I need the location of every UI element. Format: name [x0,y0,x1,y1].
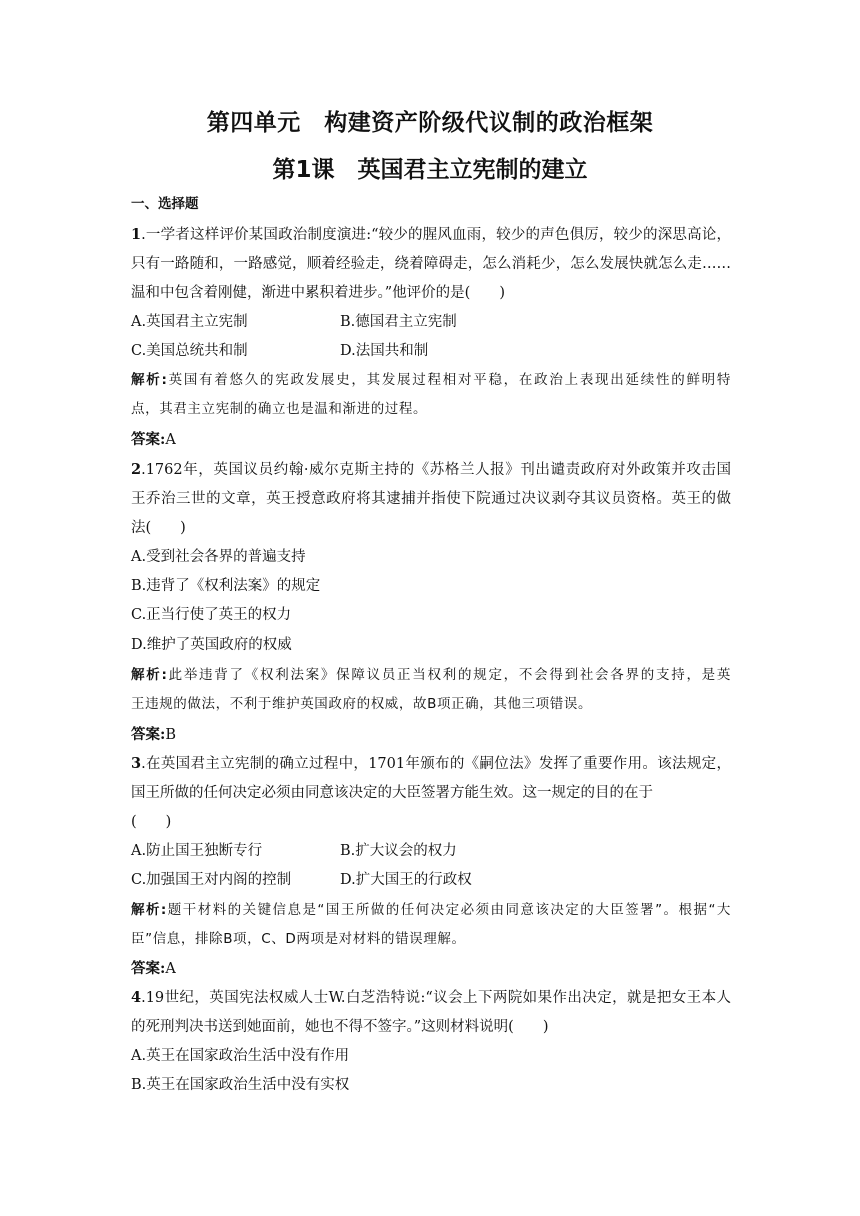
q1-option-d: D.法国共和制 [340,343,429,359]
q1-option-b: B.德国君主立宪制 [340,314,457,330]
q2-option-a: A.受到社会各界的普遍支持 [131,549,306,565]
q2-option-c: C.正当行使了英王的权力 [131,607,292,623]
q2-explanation-line-2: 王违规的做法，不利于维护英国政府的权威，故B项正确，其他三项错误。 [131,696,593,712]
lesson-title: 第1课 英国君主立宪制的建立 [272,157,588,183]
q1-stem-line-3: 温和中包含着刚健，渐进中累积着进步。”他评价的是( ) [131,285,505,301]
q3-option-a: A.防止国王独断专行 [131,843,263,859]
q4-stem-line-2: 的死刑判决书送到她面前，她也不得不签字。”这则材料说明( ) [131,1019,549,1035]
q4-option-b: B.英王在国家政治生活中没有实权 [131,1077,350,1093]
q4-stem-line-1: 4.19世纪，英国宪法权威人士W.白芝浩特说:“议会上下两院如果作出决定，就是把女王本人 [131,989,731,1006]
q2-stem-line-1: 2.1762年，英国议员约翰·威尔克斯主持的《苏格兰人报》刊出谴责政府对外政策并攻击国 [131,461,731,478]
q3-option-d: D.扩大国王的行政权 [340,872,472,888]
q2-option-d: D.维护了英国政府的权威 [131,637,292,653]
q2-stem-line-3: 法( ) [131,520,186,536]
q3-explanation-line-2: 臣”信息，排除B项，C、D两项是对材料的错误理解。 [131,931,466,947]
q3-stem-line-1: 3.在英国君主立宪制的确立过程中，1701年颁布的《嗣位法》发挥了重要作用。该法规定， [131,755,731,772]
section-heading: 一、选择题 [131,196,199,212]
q3-answer: 答案:A [131,960,176,977]
q1-option-a: A.英国君主立宪制 [131,314,248,330]
q3-stem-line-2: 国王所做的任何决定必须由同意该决定的大臣签署方能生效。这一规定的目的在于 [131,785,653,801]
q2-stem-line-2: 王乔治三世的文章，英王授意政府将其逮捕并指使下院通过决议剥夺其议员资格。英王的做 [131,491,731,507]
q3-explanation-line-1: 解析:题干材料的关键信息是“国王所做的任何决定必须由同意该决定的大臣签署”。根据“大 [131,902,731,918]
q1-option-c: C.美国总统共和制 [131,343,248,359]
q1-explanation-line-1: 解析:英国有着悠久的宪政发展史，其发展过程相对平稳，在政治上表现出延续性的鲜明特 [131,372,731,388]
q3-option-c: C.加强国王对内阁的控制 [131,872,292,888]
q3-stem-line-3: ( ) [131,814,172,830]
q1-answer: 答案:A [131,431,176,448]
q3-option-b: B.扩大议会的权力 [340,843,457,859]
q2-option-b: B.违背了《权利法案》的规定 [131,578,321,594]
q1-explanation-line-2: 点，其君主立宪制的确立也是温和渐进的过程。 [131,401,428,417]
q1-stem-line-2: 只有一路随和，一路感觉，顺着经验走，绕着障碍走，怎么消耗少，怎么发展快就怎么走…… [131,256,731,272]
unit-title: 第四单元 构建资产阶级代议制的政治框架 [206,110,654,136]
q4-option-a: A.英王在国家政治生活中没有作用 [131,1048,350,1064]
q2-answer: 答案:B [131,726,177,743]
q2-explanation-line-1: 解析:此举违背了《权利法案》保障议员正当权利的规定，不会得到社会各界的支持，是英 [131,667,731,683]
q1-stem-line-1: 1.一学者这样评价某国政治制度演进:“较少的腥风血雨，较少的声色俱厉，较少的深思高论， [131,226,731,243]
